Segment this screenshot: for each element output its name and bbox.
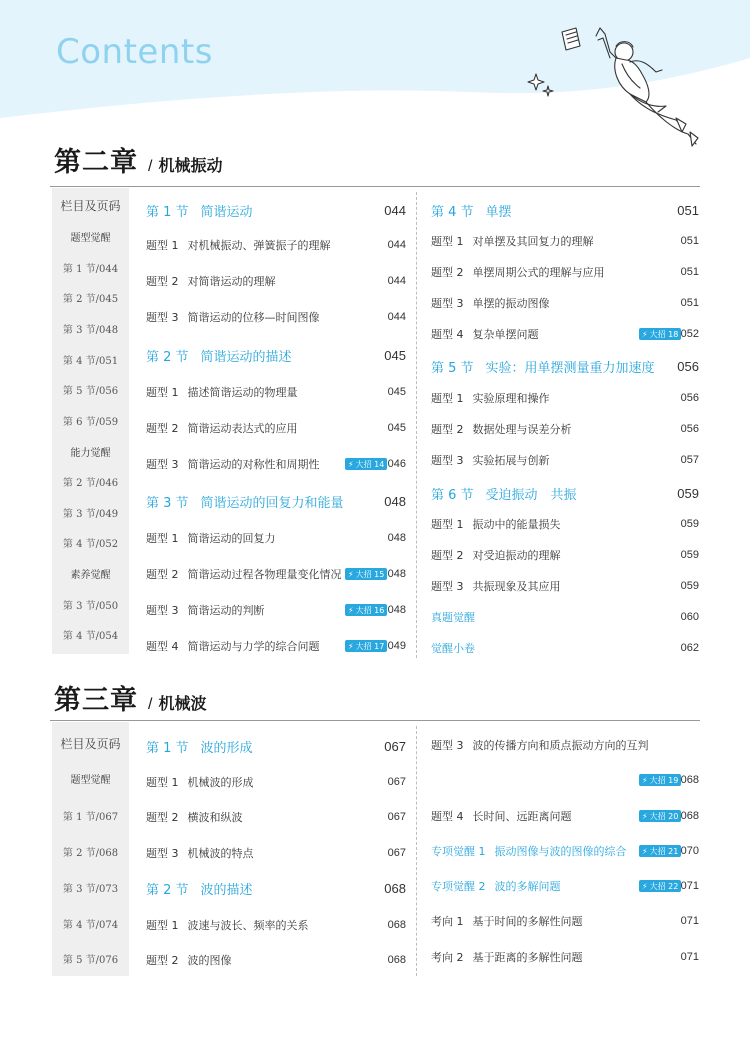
toc-text: 对受迫振动的理解	[472, 549, 561, 562]
sidebar-head: 栏目及页码	[60, 737, 121, 751]
sidebar-group-label: 能力觉醒	[70, 448, 111, 459]
toc-text: 复杂单摆问题	[472, 328, 539, 341]
toc-label: 题型 1	[431, 392, 464, 405]
sidebar-group-label: 题型觉醒	[70, 775, 111, 786]
sidebar-item[interactable]: 第 1 节/067	[62, 812, 119, 823]
toc-label: 题型 4	[431, 328, 464, 341]
sidebar-item[interactable]: 第 4 节/074	[62, 920, 119, 931]
toc-text: 振动图像与波的图像的综合	[494, 845, 627, 858]
toc-text: 波速与波长、频率的关系	[187, 919, 309, 932]
toc-text: 简谐运动与力学的综合问题	[187, 640, 320, 653]
toc-row[interactable]	[431, 451, 699, 469]
toc-row[interactable]	[146, 916, 406, 934]
dazhao-badge[interactable]: ⚡ 大招 14	[345, 458, 387, 470]
toc-label: 第 6 节	[431, 487, 474, 503]
toc-text: 单摆周期公式的理解与应用	[472, 266, 605, 279]
toc-page: 067	[387, 776, 406, 788]
toc-label: 专项觉醒 2	[431, 880, 486, 893]
toc-page: 051	[680, 297, 699, 309]
sidebar-item[interactable]: 第 5 节/056	[62, 386, 119, 397]
toc-page: 060	[680, 611, 699, 623]
toc-label: 题型 3	[431, 454, 464, 467]
toc-page: 048	[387, 532, 406, 544]
toc-text: 基于距离的多解性问题	[472, 951, 583, 964]
toc-text: 实验拓展与创新	[472, 454, 550, 467]
toc-page: 056	[680, 392, 699, 404]
chapter-2-rule	[50, 186, 700, 187]
toc-label: 题型 1	[146, 239, 179, 252]
chapter-2-number: 第二章	[54, 147, 138, 178]
toc-text: 简谐运动的描述	[200, 349, 292, 365]
toc-text: 基于时间的多解性问题	[472, 915, 583, 928]
toc-page: 071	[680, 951, 699, 963]
toc-row[interactable]	[431, 736, 699, 754]
dazhao-badge[interactable]: ⚡ 大招 19	[639, 774, 681, 786]
toc-section-row[interactable]	[146, 201, 406, 219]
toc-label: 题型 2	[146, 811, 179, 824]
toc-label: 题型 1	[146, 776, 179, 789]
toc-label: 真题觉醒	[431, 611, 475, 624]
lightning-icon: ⚡	[348, 459, 354, 469]
toc-text: 单摆的振动图像	[472, 297, 550, 310]
lightning-icon: ⚡	[642, 775, 648, 785]
toc-row[interactable]	[431, 948, 699, 966]
toc-text: 机械波的形成	[187, 776, 254, 789]
toc-text: 机械波的特点	[187, 847, 254, 860]
toc-text: 实验原理和操作	[472, 392, 550, 405]
toc-row[interactable]	[431, 232, 699, 250]
toc-row[interactable]	[146, 844, 406, 862]
toc-label: 题型 4	[431, 810, 464, 823]
toc-page: 045	[384, 347, 406, 363]
toc-text: 受迫振动 共振	[485, 487, 577, 503]
toc-label: 第 2 节	[146, 349, 189, 365]
toc-label: 第 5 节	[431, 360, 474, 376]
toc-row[interactable]	[146, 601, 406, 619]
toc-label: 题型 2	[431, 423, 464, 436]
toc-row[interactable]	[431, 263, 699, 281]
dazhao-badge[interactable]: ⚡ 大招 15	[345, 568, 387, 580]
toc-label: 题型 2	[146, 954, 179, 967]
toc-label: 题型 2	[431, 266, 464, 279]
chapter-3-slash: /	[148, 696, 153, 713]
toc-page: 067	[387, 811, 406, 823]
toc-page: 048	[387, 568, 406, 580]
chapter-3-number: 第三章	[54, 685, 138, 716]
sidebar-item[interactable]: 第 6 节/059	[62, 417, 119, 428]
toc-page: 044	[387, 239, 406, 251]
toc-label: 题型 3	[146, 458, 179, 471]
toc-page: 044	[387, 311, 406, 323]
toc-row-continued[interactable]	[431, 771, 699, 789]
toc-page: 056	[680, 423, 699, 435]
toc-page: 051	[680, 266, 699, 278]
contents-title: Contents	[56, 32, 213, 72]
toc-page: 059	[680, 549, 699, 561]
toc-page: 067	[387, 847, 406, 859]
toc-page: 045	[387, 386, 406, 398]
dazhao-badge[interactable]: ⚡ 大招 20	[639, 810, 681, 822]
toc-text: 简谐运动的判断	[187, 604, 265, 617]
toc-label: 题型 1	[146, 386, 179, 399]
toc-label: 考向 2	[431, 951, 464, 964]
toc-text: 波的多解问题	[494, 880, 561, 893]
toc-row[interactable]	[146, 565, 406, 583]
column-divider	[416, 192, 417, 658]
dazhao-badge[interactable]: ⚡ 大招 16	[345, 604, 387, 616]
toc-special-row[interactable]	[431, 639, 699, 657]
sidebar-item[interactable]: 第 3 节/049	[62, 509, 119, 520]
toc-page: 059	[680, 518, 699, 530]
dazhao-badge[interactable]: ⚡ 大招 17	[345, 640, 387, 652]
toc-row[interactable]	[146, 808, 406, 826]
toc-text: 振动中的能量损失	[472, 518, 561, 531]
toc-text: 描述简谐运动的物理量	[187, 386, 298, 399]
toc-row[interactable]	[146, 272, 406, 290]
lightning-icon: ⚡	[642, 846, 648, 856]
toc-page: 062	[680, 642, 699, 654]
toc-label: 题型 3	[146, 847, 179, 860]
toc-special-row[interactable]	[431, 842, 699, 860]
sidebar-item[interactable]: 第 3 节/050	[62, 601, 119, 612]
sidebar-item[interactable]: 第 3 节/048	[62, 325, 119, 336]
lightning-icon: ⚡	[642, 329, 648, 339]
lightning-icon: ⚡	[348, 569, 354, 579]
chapter-2-sidebar	[52, 188, 129, 654]
toc-row[interactable]	[431, 912, 699, 930]
toc-row[interactable]	[431, 325, 699, 343]
toc-row[interactable]	[146, 637, 406, 655]
toc-page: 046	[387, 458, 406, 470]
toc-text: 波的描述	[200, 882, 253, 898]
toc-text: 长时间、远距离问题	[472, 810, 572, 823]
sidebar-group-label: 题型觉醒	[70, 233, 111, 244]
dazhao-badge[interactable]: ⚡ 大招 22	[639, 880, 681, 892]
toc-section-row[interactable]	[431, 201, 699, 219]
toc-text: 单摆	[485, 204, 512, 220]
sidebar-head: 栏目及页码	[60, 199, 121, 213]
chapter-3-left-column	[146, 722, 406, 976]
toc-page: 048	[387, 604, 406, 616]
toc-label: 第 3 节	[146, 495, 189, 511]
toc-row[interactable]	[431, 546, 699, 564]
toc-text: 简谐运动的回复力和能量	[200, 495, 344, 511]
sidebar-item[interactable]: 第 4 节/051	[62, 356, 119, 367]
toc-page: 071	[680, 915, 699, 927]
sidebar-item[interactable]: 第 4 节/054	[62, 631, 119, 642]
lightning-icon: ⚡	[642, 811, 648, 821]
toc-text: 简谐运动的对称性和周期性	[187, 458, 320, 471]
toc-text: 简谐运动表达式的应用	[187, 422, 298, 435]
toc-text: 简谐运动的位移—时间图像	[187, 311, 320, 324]
toc-page: 059	[680, 580, 699, 592]
toc-text: 波的图像	[187, 954, 232, 967]
sidebar-group-label: 素养觉醒	[70, 570, 111, 581]
lightning-icon: ⚡	[642, 881, 648, 891]
chapter-3-right-column	[431, 722, 699, 976]
toc-label: 题型 1	[431, 235, 464, 248]
toc-label: 第 2 节	[146, 882, 189, 898]
toc-row[interactable]	[146, 419, 406, 437]
toc-text: 共振现象及其应用	[472, 580, 561, 593]
toc-page: 071	[680, 880, 699, 892]
chapter-2-title	[54, 140, 222, 179]
toc-row[interactable]	[146, 455, 406, 473]
toc-row[interactable]	[146, 773, 406, 791]
toc-row[interactable]	[431, 577, 699, 595]
sidebar-item[interactable]: 第 2 节/046	[62, 478, 119, 489]
toc-label: 题型 1	[146, 919, 179, 932]
toc-text: 简谐运动过程各物理量变化情况	[187, 568, 342, 581]
sidebar-item[interactable]: 第 3 节/073	[62, 884, 119, 895]
toc-text: 实验：用单摆测量重力加速度	[485, 360, 655, 376]
toc-row[interactable]	[431, 515, 699, 533]
toc-section-row[interactable]	[146, 737, 406, 755]
column-divider	[416, 726, 417, 976]
toc-special-row[interactable]	[431, 877, 699, 895]
chapter-2-right-column	[431, 188, 699, 658]
toc-label: 题型 2	[146, 422, 179, 435]
sidebar-item[interactable]: 第 1 节/044	[62, 264, 119, 275]
toc-page: 057	[680, 454, 699, 466]
toc-page: 068	[680, 810, 699, 822]
toc-label: 题型 1	[146, 532, 179, 545]
toc-label: 题型 3	[431, 739, 464, 752]
toc-page: 048	[384, 493, 406, 509]
toc-page: 070	[680, 845, 699, 857]
toc-label: 觉醒小卷	[431, 642, 475, 655]
toc-page: 049	[387, 640, 406, 652]
toc-text: 波的传播方向和质点振动方向的互判	[472, 739, 649, 752]
toc-label: 题型 4	[146, 640, 179, 653]
toc-section-row[interactable]	[431, 357, 699, 375]
lightning-icon: ⚡	[348, 641, 354, 651]
sidebar-item[interactable]: 第 2 节/068	[62, 848, 119, 859]
toc-page: 045	[387, 422, 406, 434]
toc-label: 题型 3	[431, 580, 464, 593]
toc-text: 数据处理与误差分析	[472, 423, 572, 436]
toc-section-row[interactable]	[146, 879, 406, 897]
toc-page: 068	[387, 954, 406, 966]
dazhao-badge[interactable]: ⚡ 大招 21	[639, 845, 681, 857]
toc-page: 051	[680, 235, 699, 247]
toc-text: 简谐运动	[200, 204, 253, 220]
toc-section-row[interactable]	[431, 484, 699, 502]
toc-section-row[interactable]	[146, 492, 406, 510]
dazhao-badge[interactable]: ⚡ 大招 18	[639, 328, 681, 340]
lightning-icon: ⚡	[348, 605, 354, 615]
toc-row[interactable]	[146, 308, 406, 326]
toc-label: 题型 1	[431, 518, 464, 531]
toc-row[interactable]	[431, 294, 699, 312]
toc-row[interactable]	[431, 389, 699, 407]
toc-label: 第 1 节	[146, 204, 189, 220]
toc-label: 题型 2	[431, 549, 464, 562]
sidebar-item[interactable]: 第 2 节/045	[62, 294, 119, 305]
toc-row[interactable]	[431, 807, 699, 825]
flying-boy-illustration	[526, 12, 726, 162]
toc-row[interactable]	[146, 951, 406, 969]
toc-page: 044	[384, 202, 406, 218]
chapter-3-rule	[50, 720, 700, 721]
toc-page: 068	[387, 919, 406, 931]
chapter-2-slash: /	[148, 158, 153, 175]
toc-label: 专项觉醒 1	[431, 845, 486, 858]
toc-label: 题型 2	[146, 275, 179, 288]
toc-label: 题型 3	[431, 297, 464, 310]
toc-special-row[interactable]	[431, 608, 699, 626]
toc-page: 044	[387, 275, 406, 287]
toc-label: 第 1 节	[146, 740, 189, 756]
toc-text: 简谐运动的回复力	[187, 532, 276, 545]
toc-page: 067	[384, 738, 406, 754]
toc-section-row[interactable]	[146, 346, 406, 364]
toc-text: 对单摆及其回复力的理解	[472, 235, 594, 248]
toc-page: 056	[677, 358, 699, 374]
sidebar-item[interactable]: 第 4 节/052	[62, 539, 119, 550]
toc-text: 横波和纵波	[187, 811, 243, 824]
toc-page: 052	[680, 328, 699, 340]
toc-label: 题型 2	[146, 568, 179, 581]
toc-row[interactable]	[146, 529, 406, 547]
toc-page: 068	[384, 880, 406, 896]
chapter-2-left-column	[146, 188, 406, 658]
chapter-3-subtitle: 机械波	[158, 694, 207, 713]
toc-page: 059	[677, 485, 699, 501]
toc-label: 题型 3	[146, 604, 179, 617]
toc-row[interactable]	[146, 383, 406, 401]
toc-page: 068	[680, 774, 699, 786]
chapter-3-sidebar	[52, 722, 129, 976]
toc-label: 考向 1	[431, 915, 464, 928]
toc-text: 对简谐运动的理解	[187, 275, 276, 288]
chapter-2-subtitle: 机械振动	[158, 156, 223, 175]
toc-page: 051	[677, 202, 699, 218]
toc-label: 题型 3	[146, 311, 179, 324]
toc-row[interactable]	[146, 236, 406, 254]
toc-text: 对机械振动、弹簧振子的理解	[187, 239, 331, 252]
chapter-3-title	[54, 678, 206, 717]
sidebar-item[interactable]: 第 5 节/076	[62, 955, 119, 966]
toc-text: 波的形成	[200, 740, 253, 756]
toc-row[interactable]	[431, 420, 699, 438]
toc-label: 第 4 节	[431, 204, 474, 220]
